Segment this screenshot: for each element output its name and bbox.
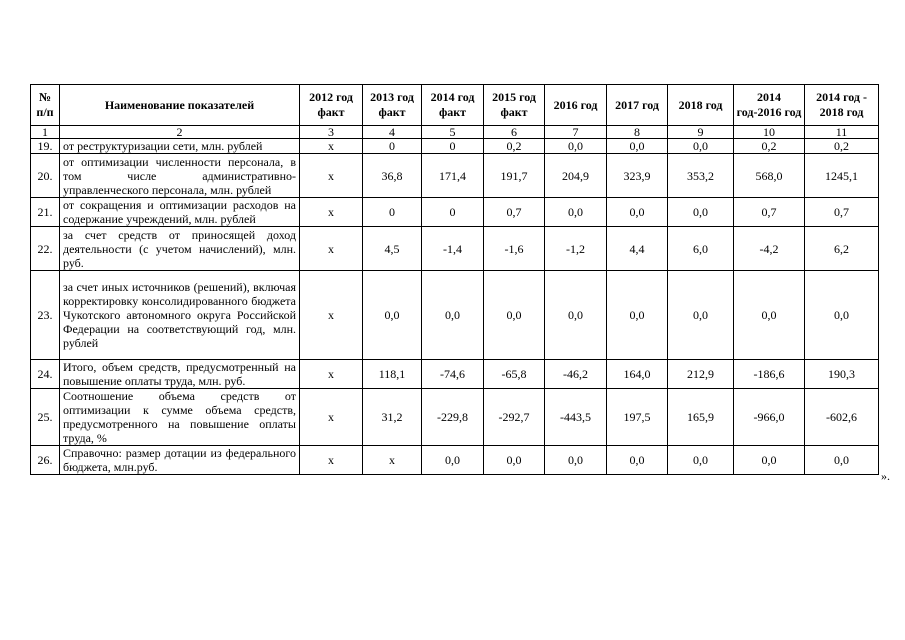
value-cell: 36,8: [363, 154, 422, 198]
value-cell: 0,0: [422, 446, 484, 475]
indicators-table: [30, 84, 879, 475]
column-number: 2: [60, 126, 300, 139]
value-cell: 0: [422, 198, 484, 227]
row-number: 26.: [31, 446, 60, 475]
value-cell: x: [363, 446, 422, 475]
value-cell: 0,0: [668, 198, 734, 227]
value-cell: -46,2: [545, 360, 607, 389]
value-cell: x: [300, 446, 363, 475]
indicator-name: от сокращения и оптимизации расходов на содержание учреждений, млн. рублей: [60, 198, 300, 227]
value-cell: x: [300, 389, 363, 446]
column-header: 2013 год факт: [363, 85, 422, 126]
value-cell: -292,7: [484, 389, 545, 446]
value-cell: 118,1: [363, 360, 422, 389]
column-header: 2014 год факт: [422, 85, 484, 126]
value-cell: 6,2: [805, 227, 879, 271]
table-row: [31, 389, 879, 446]
row-number: 23.: [31, 271, 60, 360]
value-cell: -1,4: [422, 227, 484, 271]
value-cell: 31,2: [363, 389, 422, 446]
column-number: 5: [422, 126, 484, 139]
table-row: [31, 227, 879, 271]
value-cell: 165,9: [668, 389, 734, 446]
column-header: 2015 год факт: [484, 85, 545, 126]
column-header: Наименование показателей: [60, 85, 300, 126]
value-cell: 0,0: [545, 139, 607, 154]
value-cell: x: [300, 139, 363, 154]
value-cell: x: [300, 227, 363, 271]
value-cell: 0,2: [805, 139, 879, 154]
value-cell: -4,2: [734, 227, 805, 271]
value-cell: -966,0: [734, 389, 805, 446]
value-cell: 212,9: [668, 360, 734, 389]
value-cell: x: [300, 360, 363, 389]
value-cell: x: [300, 198, 363, 227]
value-cell: 0,0: [484, 446, 545, 475]
value-cell: 164,0: [607, 360, 668, 389]
column-header: 2017 год: [607, 85, 668, 126]
value-cell: 0,0: [607, 446, 668, 475]
column-header: 2014 год - 2018 год: [805, 85, 879, 126]
column-number: 7: [545, 126, 607, 139]
indicator-name: за счет средств от приносящей доход деятельности (с учетом начислений), млн. руб.: [60, 227, 300, 271]
value-cell: -186,6: [734, 360, 805, 389]
value-cell: 191,7: [484, 154, 545, 198]
column-number: 4: [363, 126, 422, 139]
column-header: 2012 год факт: [300, 85, 363, 126]
value-cell: 0,0: [363, 271, 422, 360]
table-row: [31, 198, 879, 227]
value-cell: 0,7: [484, 198, 545, 227]
indicator-name: Справочно: размер дотации из федерального бюджета, млн.руб.: [60, 446, 300, 475]
row-number: 20.: [31, 154, 60, 198]
value-cell: 0,0: [545, 271, 607, 360]
value-cell: 0,2: [484, 139, 545, 154]
value-cell: 0,0: [668, 271, 734, 360]
value-cell: 0: [363, 139, 422, 154]
value-cell: 353,2: [668, 154, 734, 198]
value-cell: 0,0: [607, 139, 668, 154]
table-row: [31, 446, 879, 475]
column-number: 1: [31, 126, 60, 139]
value-cell: 0,0: [607, 198, 668, 227]
row-number: 25.: [31, 389, 60, 446]
value-cell: 4,4: [607, 227, 668, 271]
table-body: [31, 139, 879, 475]
value-cell: 6,0: [668, 227, 734, 271]
value-cell: 568,0: [734, 154, 805, 198]
value-cell: -602,6: [805, 389, 879, 446]
closing-quote-mark: ».: [881, 469, 890, 483]
value-cell: 0,7: [805, 198, 879, 227]
table-header: [31, 85, 879, 139]
value-cell: -1,6: [484, 227, 545, 271]
value-cell: 0: [363, 198, 422, 227]
value-cell: -1,2: [545, 227, 607, 271]
column-number: 11: [805, 126, 879, 139]
value-cell: 0,0: [734, 446, 805, 475]
column-header: 2018 год: [668, 85, 734, 126]
value-cell: x: [300, 271, 363, 360]
indicator-name: за счет иных источников (решений), включая корректировку консолидированного бюджета Чукотского автономного округа Российской Федерации на соответствующий год, млн. рублей: [60, 271, 300, 360]
table-row: [31, 271, 879, 360]
value-cell: 190,3: [805, 360, 879, 389]
value-cell: 0,0: [484, 271, 545, 360]
header-row: [31, 85, 879, 126]
column-number-row: [31, 126, 879, 139]
table-row: [31, 139, 879, 154]
column-number: 10: [734, 126, 805, 139]
value-cell: 171,4: [422, 154, 484, 198]
column-number: 3: [300, 126, 363, 139]
value-cell: 0,7: [734, 198, 805, 227]
value-cell: 197,5: [607, 389, 668, 446]
value-cell: -74,6: [422, 360, 484, 389]
value-cell: 0,0: [422, 271, 484, 360]
value-cell: 0,2: [734, 139, 805, 154]
value-cell: 0: [422, 139, 484, 154]
value-cell: -65,8: [484, 360, 545, 389]
value-cell: 0,0: [805, 446, 879, 475]
column-number: 8: [607, 126, 668, 139]
table-row: [31, 360, 879, 389]
indicator-name: от реструктуризации сети, млн. рублей: [60, 139, 300, 154]
value-cell: 0,0: [607, 271, 668, 360]
value-cell: 0,0: [734, 271, 805, 360]
value-cell: 0,0: [545, 198, 607, 227]
column-number: 6: [484, 126, 545, 139]
indicator-name: от оптимизации численности персонала, в том числе административно-управленческого персонала, млн. рублей: [60, 154, 300, 198]
column-number: 9: [668, 126, 734, 139]
value-cell: 0,0: [668, 446, 734, 475]
column-header: 2016 год: [545, 85, 607, 126]
value-cell: 1245,1: [805, 154, 879, 198]
value-cell: -229,8: [422, 389, 484, 446]
value-cell: 0,0: [545, 446, 607, 475]
value-cell: 0,0: [668, 139, 734, 154]
row-number: 22.: [31, 227, 60, 271]
value-cell: 204,9: [545, 154, 607, 198]
value-cell: 323,9: [607, 154, 668, 198]
value-cell: 0,0: [805, 271, 879, 360]
table-row: [31, 154, 879, 198]
value-cell: 4,5: [363, 227, 422, 271]
indicator-name: Итого, объем средств, предусмотренный на повышение оплаты труда, млн. руб.: [60, 360, 300, 389]
row-number: 19.: [31, 139, 60, 154]
row-number: 21.: [31, 198, 60, 227]
value-cell: x: [300, 154, 363, 198]
row-number: 24.: [31, 360, 60, 389]
column-header: 2014 год-2016 год: [734, 85, 805, 126]
column-header: № п/п: [31, 85, 60, 126]
value-cell: -443,5: [545, 389, 607, 446]
indicator-name: Соотношение объема средств от оптимизации к сумме объема средств, предусмотренного на повышение оплаты труда, %: [60, 389, 300, 446]
